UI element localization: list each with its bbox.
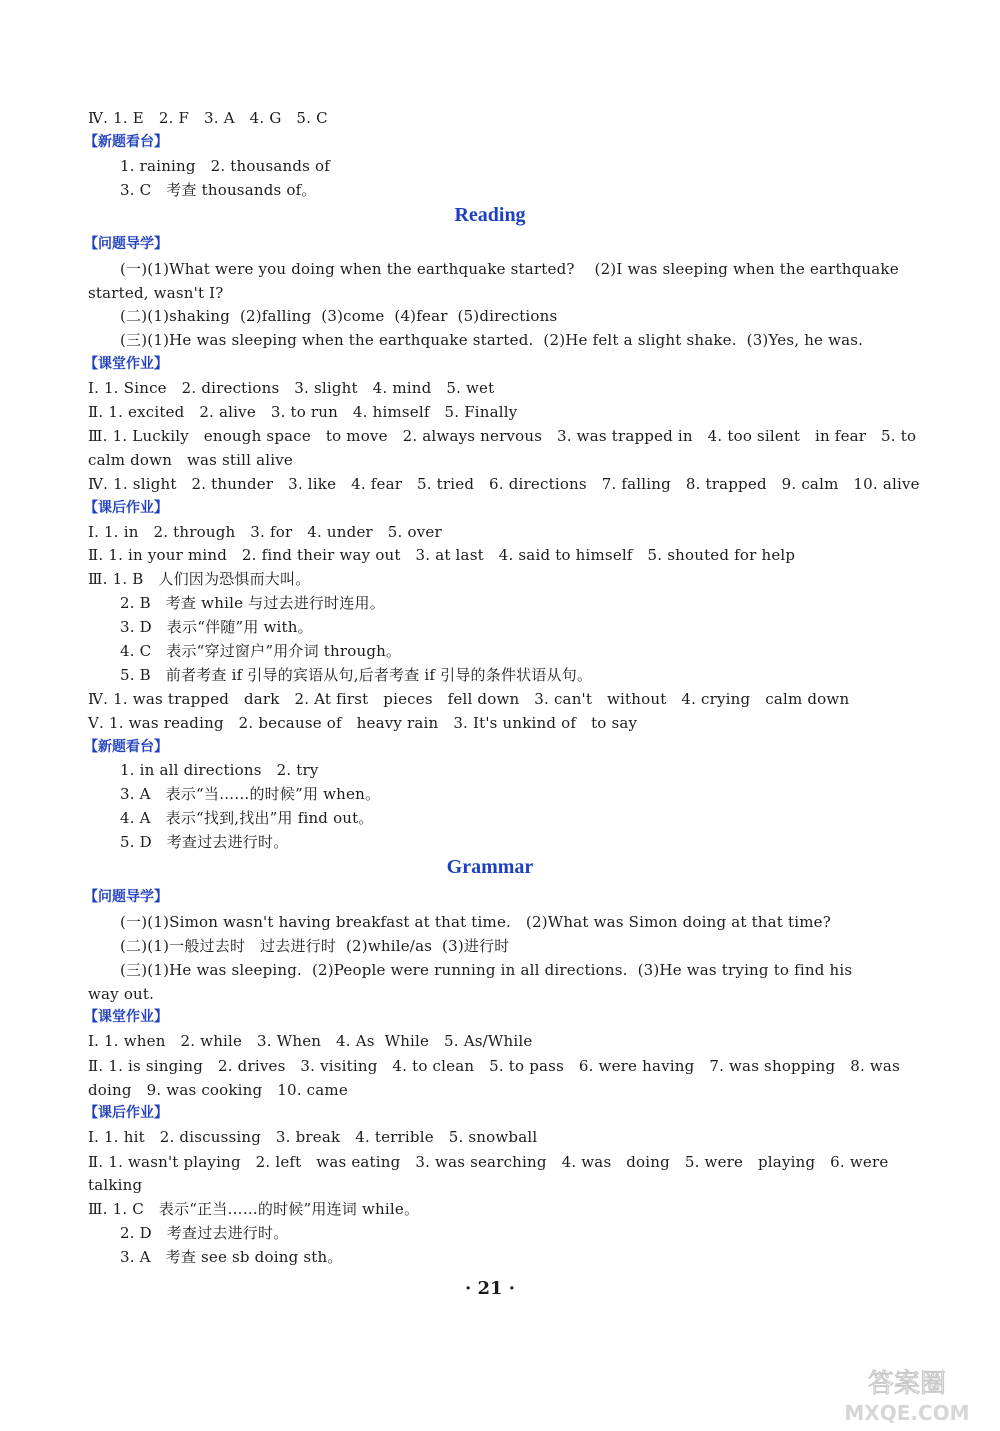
answer-line: way out.: [88, 985, 155, 1003]
answer-line: (三)(1)He was sleeping when the earthquake started. (2)He felt a slight shake. (3)Yes, he was.: [120, 331, 864, 349]
watermark-bottom-text: MXQE.COM: [844, 1401, 970, 1425]
section-tag: 【课后作业】: [84, 1105, 168, 1121]
answer-line: 1. in all directions 2. try: [120, 761, 319, 779]
answer-line: 5. D 考查过去进行时。: [120, 833, 289, 851]
answer-line: Ⅱ. 1. wasn't playing 2. left was eating 3. was searching 4. was doing 5. were playing 6. were: [88, 1153, 889, 1171]
answer-line: talking: [88, 1176, 143, 1194]
answer-line: Ⅴ. 1. was reading 2. because of heavy rain 3. It's unkind of to say: [88, 714, 638, 732]
answer-line: 2. B 考查 while 与过去进行时连用。: [120, 594, 385, 612]
answer-line: 5. B 前者考查 if 引导的宾语从句,后者考查 if 引导的条件状语从句。: [120, 666, 593, 684]
section-heading: Grammar: [446, 856, 534, 878]
answer-line: Ⅰ. 1. in 2. through 3. for 4. under 5. over: [88, 523, 442, 541]
answer-line: Ⅳ. 1. was trapped dark 2. At first pieces fell down 3. can't without 4. crying calm down: [88, 690, 850, 708]
answer-line: Ⅲ. 1. Luckily enough space to move 2. always nervous 3. was trapped in 4. too silent in fear 5. to: [88, 427, 917, 445]
answer-line: (二)(1)shaking (2)falling (3)come (4)fear (5)directions: [120, 307, 558, 325]
answer-line: started, wasn't I?: [88, 284, 224, 302]
section-tag: 【新题看台】: [84, 739, 168, 755]
answer-line: Ⅲ. 1. C 表示“正当……的时候”用连词 while。: [88, 1200, 420, 1218]
answer-line: Ⅱ. 1. in your mind 2. find their way out 3. at last 4. said to himself 5. shouted for help: [88, 546, 796, 564]
section-tag: 【问题导学】: [84, 889, 168, 905]
section-tag: 【课堂作业】: [84, 356, 168, 372]
section-tag: 【新题看台】: [84, 134, 168, 150]
answer-line: (三)(1)He was sleeping. (2)People were running in all directions. (3)He was trying to find his: [120, 961, 853, 979]
section-tag: 【问题导学】: [84, 236, 168, 252]
page-number: · 21 ·: [464, 1278, 516, 1299]
answer-line: Ⅳ. 1. slight 2. thunder 3. like 4. fear 5. tried 6. directions 7. falling 8. trapped 9. calm 10. alive: [88, 475, 920, 493]
answer-line: 3. A 考查 see sb doing sth。: [120, 1248, 343, 1266]
answer-line: Ⅰ. 1. Since 2. directions 3. slight 4. mind 5. wet: [88, 379, 495, 397]
answer-line: Ⅰ. 1. when 2. while 3. When 4. As While 5. As/While: [88, 1032, 533, 1050]
section-tag: 【课后作业】: [84, 500, 168, 516]
answer-line: Ⅱ. 1. excited 2. alive 3. to run 4. himself 5. Finally: [88, 403, 518, 421]
answer-line: 1. raining 2. thousands of: [120, 157, 331, 175]
section-tag: 【课堂作业】: [84, 1009, 168, 1025]
answer-line: (一)(1)Simon wasn't having breakfast at that time. (2)What was Simon doing at that time?: [120, 913, 831, 931]
answer-line: Ⅰ. 1. hit 2. discussing 3. break 4. terrible 5. snowball: [88, 1128, 538, 1146]
watermark-top-text: 答案圈: [867, 1369, 947, 1399]
section-heading: Reading: [454, 204, 526, 226]
answer-line: 2. D 考查过去进行时。: [120, 1224, 289, 1242]
answer-line: Ⅱ. 1. is singing 2. drives 3. visiting 4. to clean 5. to pass 6. were having 7. was shopping 8. was: [88, 1057, 900, 1075]
answer-line: calm down was still alive: [88, 451, 293, 469]
watermark-logo: [822, 1364, 992, 1426]
answer-line: Ⅳ. 1. E 2. F 3. A 4. G 5. C: [88, 109, 328, 127]
answer-line: 4. C 表示“穿过窗户”用介词 through。: [120, 642, 402, 660]
answer-line: (二)(1)一般过去时 过去进行时 (2)while/as (3)进行时: [120, 937, 510, 955]
answer-line: doing 9. was cooking 10. came: [88, 1081, 348, 1099]
answer-line: (一)(1)What were you doing when the earthquake started? (2)I was sleeping when the earthquake: [120, 260, 899, 278]
answer-line: 3. A 表示“当……的时候”用 when。: [120, 785, 381, 803]
answer-line: 3. C 考查 thousands of。: [120, 181, 317, 199]
answer-line: 4. A 表示“找到,找出”用 find out。: [120, 809, 374, 827]
answer-line: Ⅲ. 1. B 人们因为恐惧而大叫。: [88, 570, 311, 588]
answer-line: 3. D 表示“伴随”用 with。: [120, 618, 313, 636]
